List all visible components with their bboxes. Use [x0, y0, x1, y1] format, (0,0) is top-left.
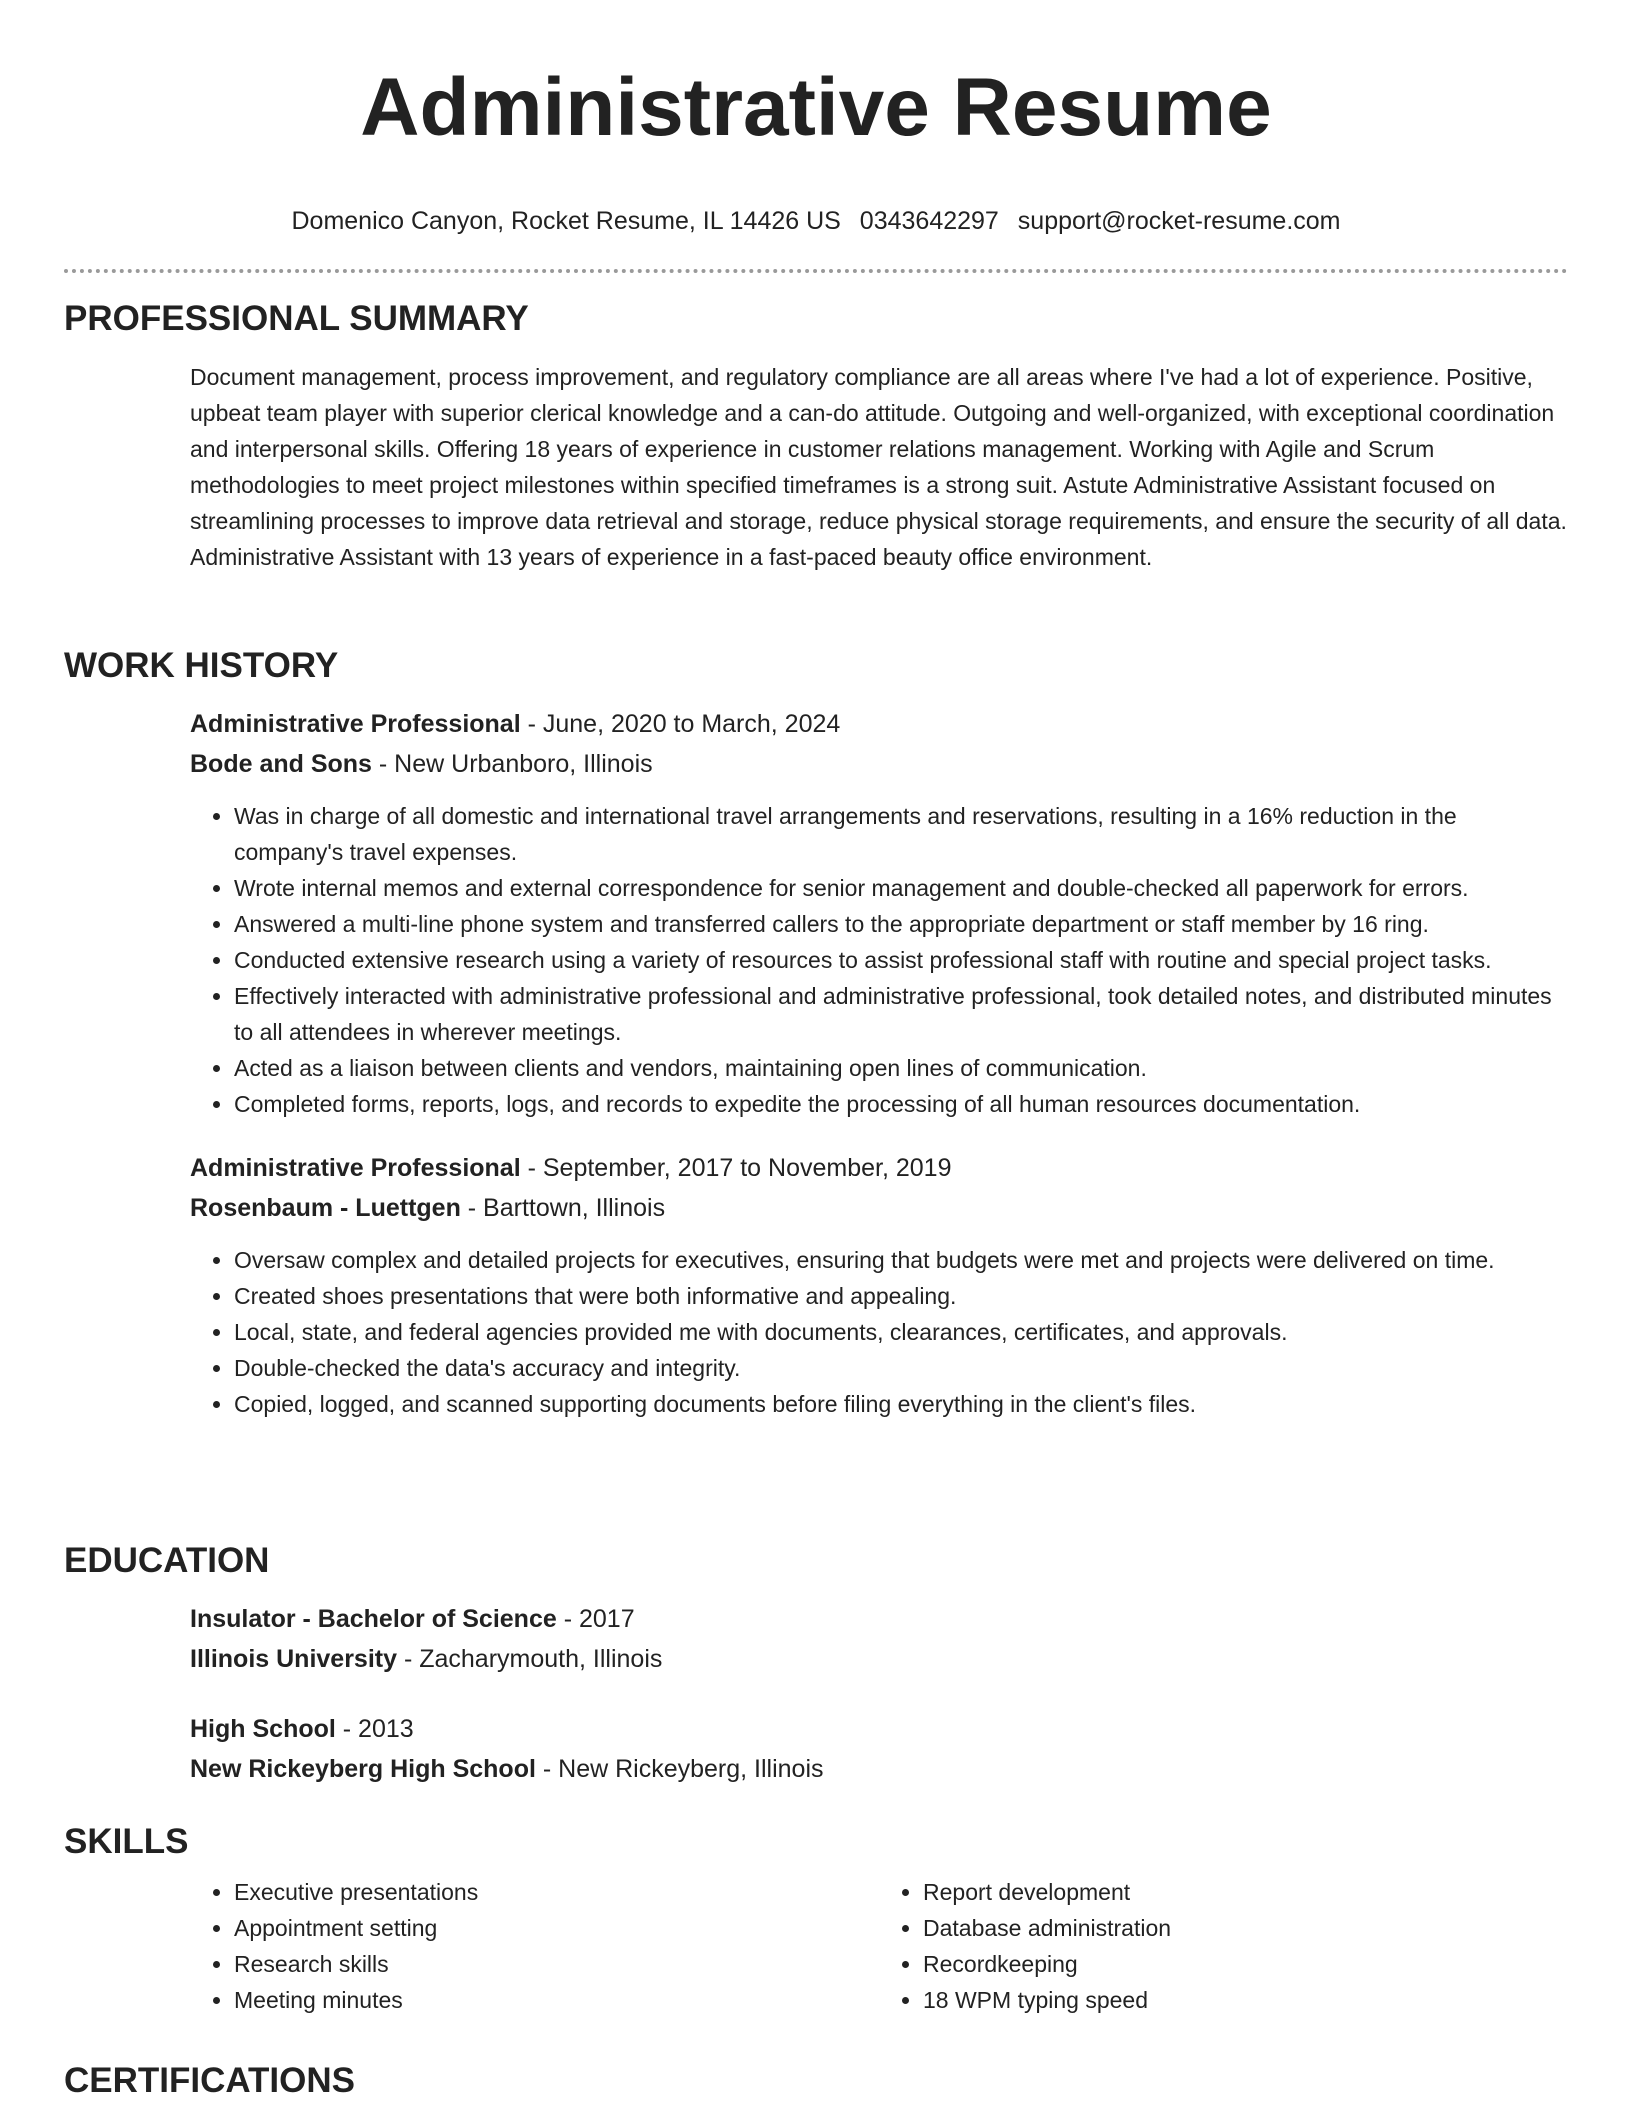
skill-item: • Database administration — [923, 1910, 1568, 1946]
job-title-line — [190, 1148, 1568, 1188]
degree: High School — [190, 1715, 336, 1743]
school: New Rickeyberg High School — [190, 1755, 536, 1783]
resume-title: Administrative Resume — [360, 62, 1272, 153]
section-title-education: EDUCATION — [64, 1541, 270, 1580]
education-entry — [190, 1599, 1568, 1679]
summary-text: Document management, process improvement, and regulatory compliance are all areas where I've had a lot of experience. Positive, upbeat team player with superior clerical knowledge and a can-do attitude. Outgoing and well-organized, with exceptional coordination and interpersonal skills. Offering 18 years of experience in customer relations management. Working with Agile and Scrum methodologies to meet project milestones within specified timeframes is a strong suit. Astute Administrative Assistant focused on streamlining processes to improve data retrieval and storage, reduce physical storage requirements, and ensure the security of all data. Administrative Assistant with 13 years of experience in a fast-paced beauty office environment. — [190, 364, 1567, 570]
list-item: • Conducted extensive research using a variety of resources to assist professional staff with routine and special project tasks. — [234, 942, 1568, 978]
job-location: - New Urbanboro, Illinois — [371, 750, 653, 778]
list-item: • Created shoes presentations that were both informative and appealing. — [234, 1278, 1568, 1314]
degree-year: - 2013 — [335, 1715, 414, 1743]
contact-address: Domenico Canyon, Rocket Resume, IL 14426 US — [291, 207, 841, 235]
list-item: • Acted as a liaison between clients and vendors, maintaining open lines of communication. — [234, 1050, 1568, 1086]
skills-column-right — [923, 1874, 1568, 2018]
job-entry — [190, 704, 1568, 1122]
school-line — [190, 1639, 1568, 1679]
skills-column-left — [234, 1874, 879, 2018]
skill-item: • Appointment setting — [234, 1910, 879, 1946]
degree-line — [190, 1709, 1568, 1749]
section-title-certifications: CERTIFICATIONS — [64, 2061, 356, 2100]
list-item: • Answered a multi-line phone system and transferred callers to the appropriate department or staff member by 16 ring. — [234, 906, 1568, 942]
job-title: Administrative Professional — [190, 710, 521, 738]
skills-section — [64, 1822, 1568, 2018]
list-item: • Copied, logged, and scanned supporting documents before filing everything in the client's files. — [234, 1386, 1568, 1422]
list-item: • Wrote internal memos and external correspondence for senior management and double-checked all paperwork for errors. — [234, 870, 1568, 906]
section-title-work-history: WORK HISTORY — [64, 646, 339, 685]
list-item: • Completed forms, reports, logs, and records to expedite the processing of all human resources documentation. — [234, 1086, 1568, 1122]
school-line — [190, 1749, 1568, 1789]
skill-item: • Recordkeeping — [923, 1946, 1568, 1982]
skill-item: • Research skills — [234, 1946, 879, 1982]
skill-item: • Executive presentations — [234, 1874, 879, 1910]
job-location: - Barttown, Illinois — [460, 1194, 666, 1222]
section-title-skills: SKILLS — [64, 1822, 189, 1861]
skill-item: • 18 WPM typing speed — [923, 1982, 1568, 2018]
certifications-section — [64, 2061, 355, 2101]
skill-item: • Report development — [923, 1874, 1568, 1910]
degree-line — [190, 1599, 1568, 1639]
section-title-summary: PROFESSIONAL SUMMARY — [64, 299, 529, 338]
skills-grid — [190, 1874, 1568, 2018]
degree: Insulator - Bachelor of Science — [190, 1605, 557, 1633]
list-item: • Double-checked the data's accuracy and integrity. — [234, 1350, 1568, 1386]
education-entry — [190, 1709, 1568, 1789]
work-history-section — [64, 646, 1568, 1422]
job-company: Rosenbaum - Luettgen — [190, 1194, 461, 1222]
school: Illinois University — [190, 1645, 398, 1673]
skill-item: • Meeting minutes — [234, 1982, 879, 2018]
degree-year: - 2017 — [556, 1605, 635, 1633]
contact-line — [64, 206, 1568, 236]
job-bullets — [234, 1242, 1568, 1422]
job-bullets — [234, 798, 1568, 1122]
job-company: Bode and Sons — [190, 750, 372, 778]
job-entry — [190, 1148, 1568, 1422]
resume-page — [64, 0, 1568, 2100]
job-title: Administrative Professional — [190, 1154, 521, 1182]
job-company-line — [190, 1188, 1568, 1228]
header-divider — [64, 269, 1568, 273]
job-company-line — [190, 744, 1568, 784]
list-item: • Oversaw complex and detailed projects for executives, ensuring that budgets were met and projects were delivered on time. — [234, 1242, 1568, 1278]
list-item: • Effectively interacted with administrative professional and administrative professional, took detailed notes, and distributed minutes to all attendees in wherever meetings. — [234, 978, 1568, 1050]
contact-phone: 0343642297 — [859, 207, 999, 235]
contact-email: support@rocket-resume.com — [1017, 207, 1341, 235]
job-dates: - June, 2020 to March, 2024 — [520, 710, 841, 738]
school-location: - Zacharymouth, Illinois — [397, 1645, 663, 1673]
education-section — [64, 1541, 1568, 1789]
list-item: • Was in charge of all domestic and international travel arrangements and reservations, resulting in a 16% reduction in the company's travel expenses. — [234, 798, 1568, 870]
summary-section — [64, 299, 1568, 575]
job-title-line — [190, 704, 1568, 744]
job-dates: - September, 2017 to November, 2019 — [520, 1154, 952, 1182]
list-item: • Local, state, and federal agencies provided me with documents, clearances, certificates, and approvals. — [234, 1314, 1568, 1350]
school-location: - New Rickeyberg, Illinois — [535, 1755, 824, 1783]
